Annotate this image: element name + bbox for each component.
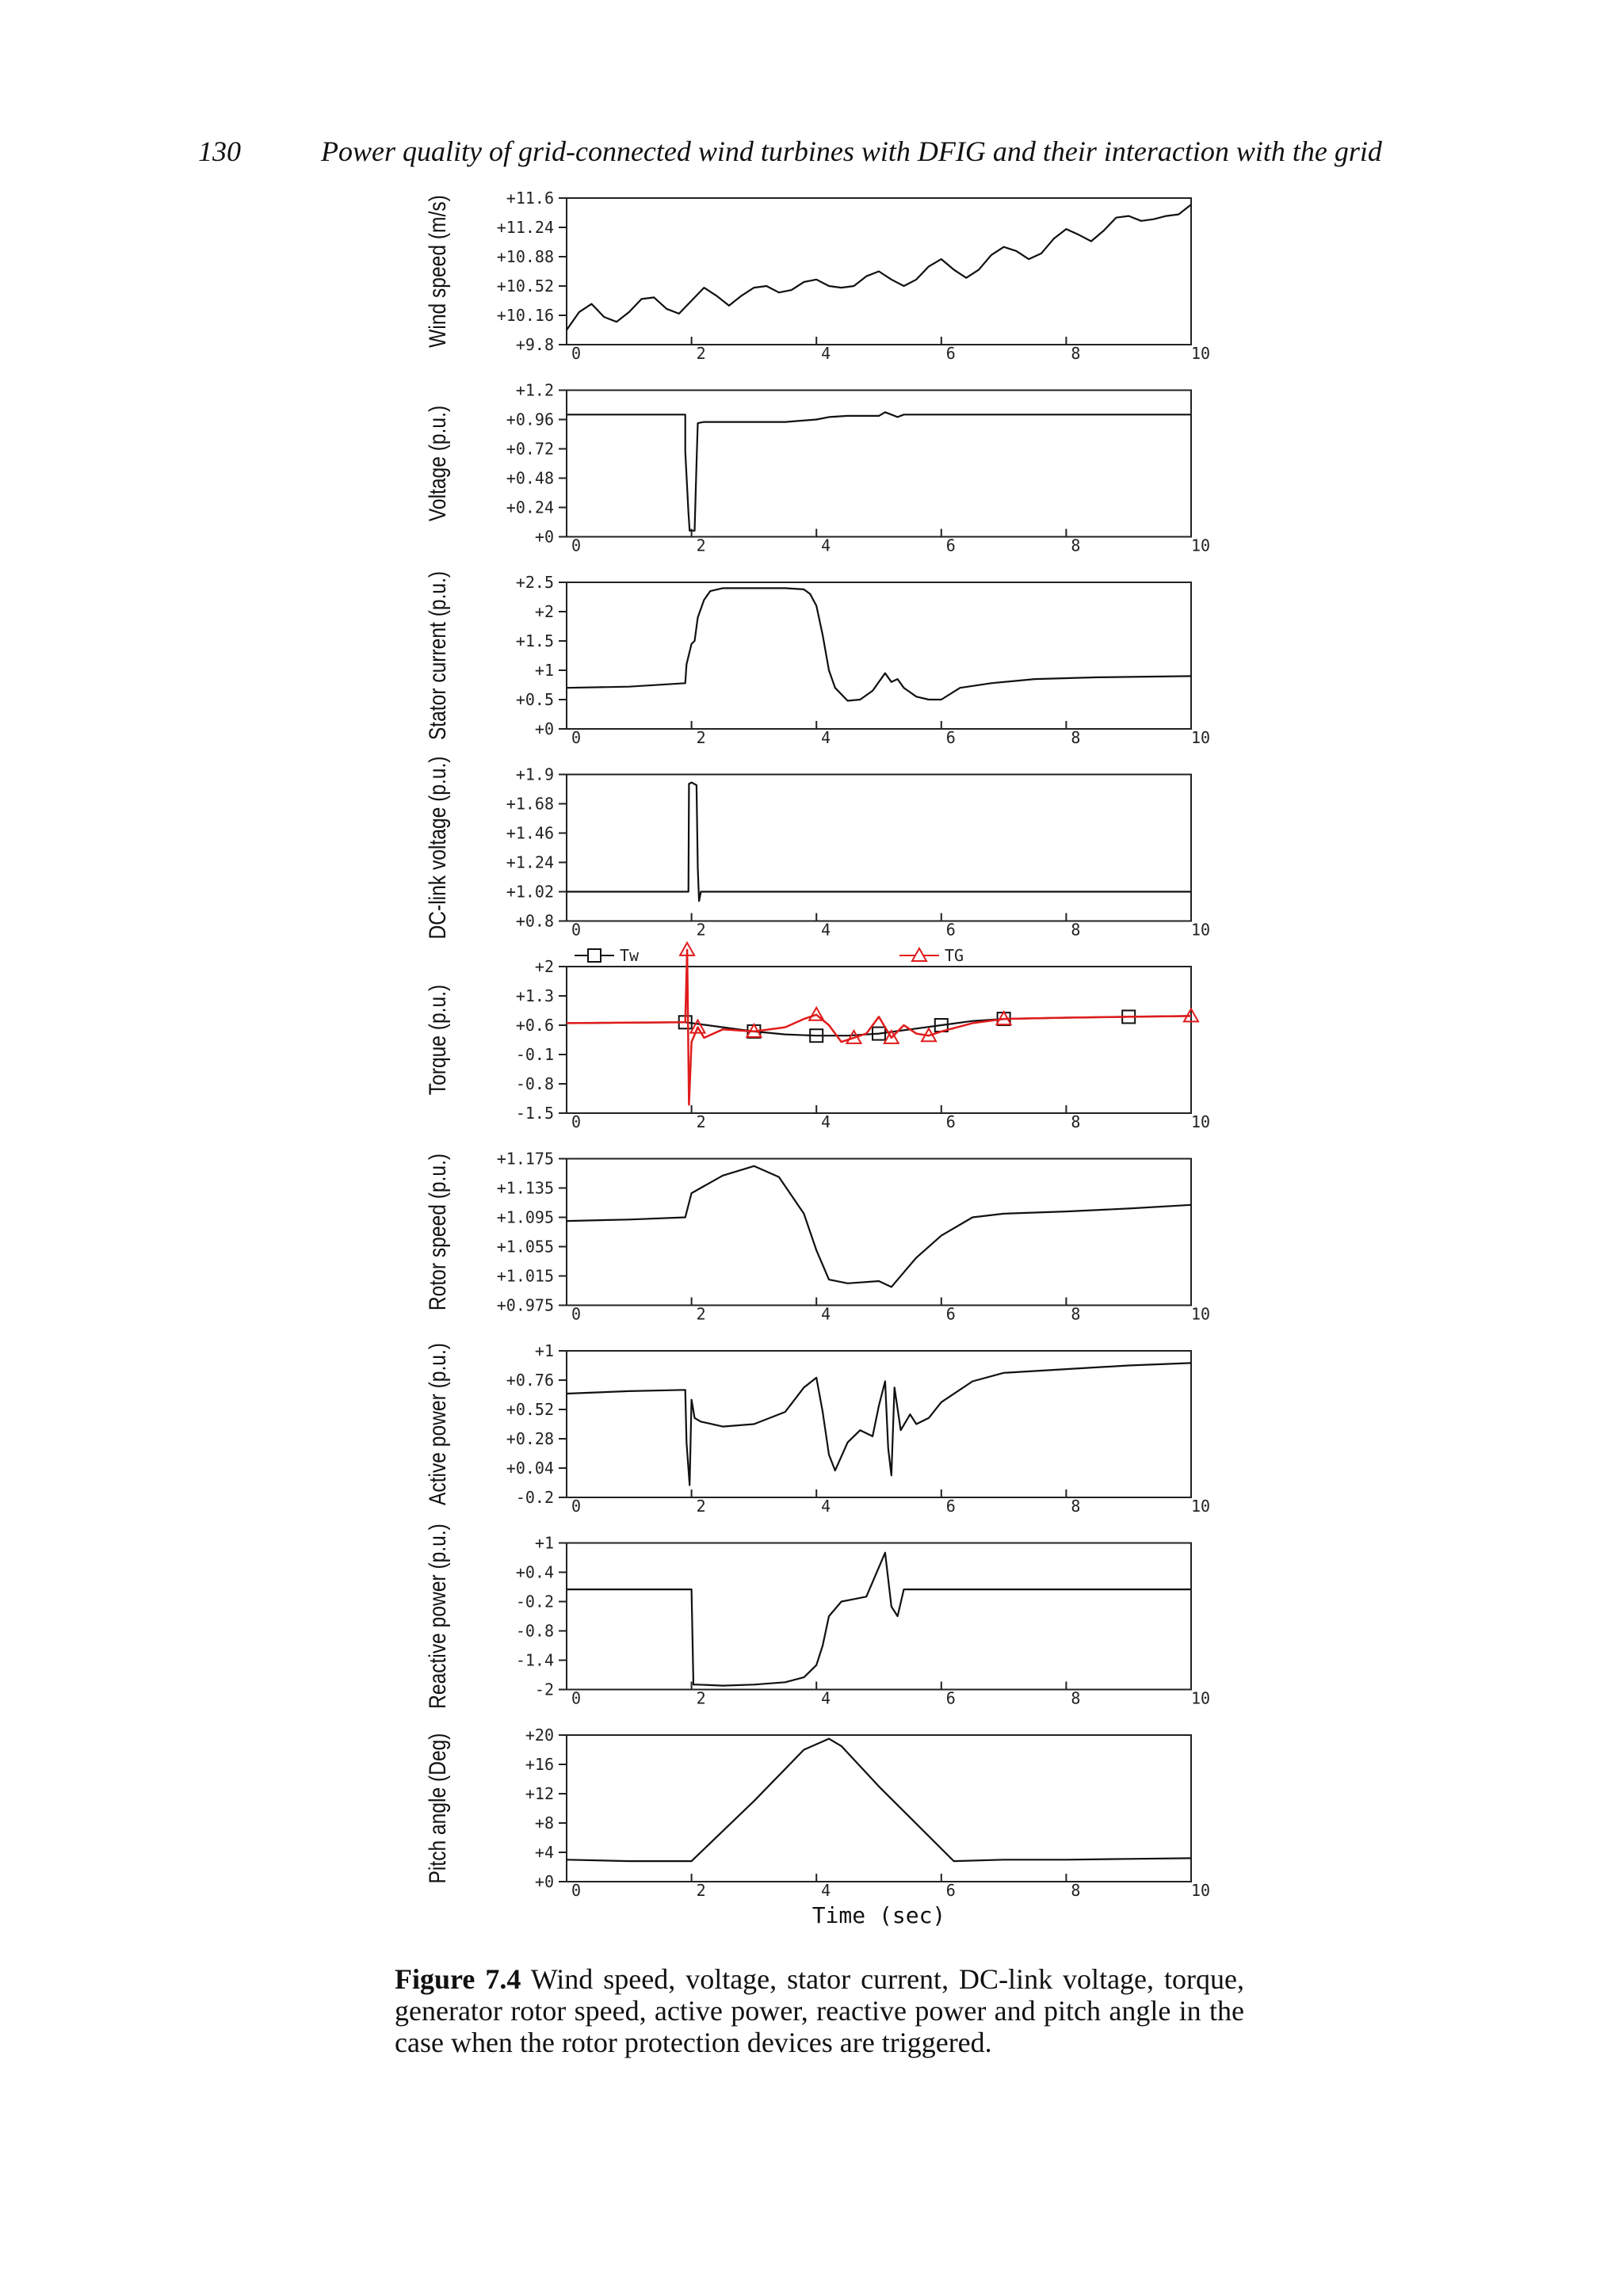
x-tick-label: 0 xyxy=(571,536,582,555)
x-tick-label: 8 xyxy=(1071,536,1081,555)
x-tick-label: 2 xyxy=(696,1304,706,1324)
y-axis-label: Stator current (p.u.) xyxy=(423,570,451,741)
plot-frame xyxy=(567,1159,1191,1306)
y-tick-label: +1.095 xyxy=(496,1207,554,1227)
y-tick-label: +1.3 xyxy=(515,986,554,1005)
chart-panel-1 xyxy=(424,189,1210,363)
x-tick-label: 4 xyxy=(821,728,831,747)
x-tick-label: 6 xyxy=(945,728,956,747)
y-tick-label: -0.2 xyxy=(515,1592,554,1611)
y-tick-label: +1 xyxy=(534,1533,554,1553)
x-tick-label: 10 xyxy=(1190,920,1211,940)
x-tick-label: 8 xyxy=(1071,1688,1081,1708)
series-line-dc-link-voltage xyxy=(567,783,1191,902)
y-tick-label: +0.52 xyxy=(506,1400,554,1419)
x-tick-label: 0 xyxy=(571,920,582,940)
series-line-tw xyxy=(567,1016,1191,1035)
x-tick-label: 2 xyxy=(696,1881,706,1900)
x-tick-label: 0 xyxy=(571,728,582,747)
x-tick-label: 2 xyxy=(696,344,706,363)
x-tick-label: 4 xyxy=(821,1881,831,1900)
y-tick-label: +1 xyxy=(534,1341,554,1360)
x-tick-label: 4 xyxy=(821,1688,831,1708)
page-number: 130 xyxy=(198,135,241,167)
y-tick-label: +1.2 xyxy=(515,380,554,400)
x-tick-label: 8 xyxy=(1071,1112,1081,1131)
y-tick-label: +1.46 xyxy=(506,823,554,843)
y-axis-label: Reactive power (p.u.) xyxy=(423,1524,451,1709)
x-tick-label: 10 xyxy=(1190,1688,1211,1708)
y-axis-label: Wind speed (m/s) xyxy=(423,195,451,348)
y-tick-label: +1.175 xyxy=(496,1149,554,1169)
chart-panel-5 xyxy=(424,943,1210,1131)
y-tick-label: +0.6 xyxy=(515,1016,554,1035)
y-tick-label: +0.72 xyxy=(506,439,554,459)
chart-panel-4 xyxy=(424,757,1210,940)
legend xyxy=(575,946,964,965)
chart-panel-8 xyxy=(424,1524,1210,1709)
x-tick-label: 0 xyxy=(571,344,582,363)
y-tick-label: -1.4 xyxy=(515,1650,554,1670)
y-tick-label: +0.28 xyxy=(506,1429,554,1448)
x-tick-label: 6 xyxy=(945,1112,956,1131)
y-tick-label: +10.16 xyxy=(496,306,554,325)
y-tick-label: -0.8 xyxy=(515,1621,554,1641)
x-tick-label: 2 xyxy=(696,1112,706,1131)
y-tick-label: +1.5 xyxy=(515,631,554,650)
y-tick-label: -0.2 xyxy=(515,1488,554,1507)
y-tick-label: +0.5 xyxy=(515,690,554,709)
legend-tw-marker xyxy=(588,949,601,962)
chart-panel-6 xyxy=(424,1150,1210,1324)
x-tick-label: 6 xyxy=(945,536,956,555)
x-tick-label: 4 xyxy=(821,1304,831,1324)
y-tick-label: +8 xyxy=(534,1814,554,1833)
y-tick-label: +0.8 xyxy=(515,911,554,931)
x-tick-label: 4 xyxy=(821,536,831,555)
x-tick-label: 10 xyxy=(1190,1112,1211,1131)
y-tick-label: +0 xyxy=(534,527,554,547)
x-tick-label: 2 xyxy=(696,728,706,747)
x-tick-label: 0 xyxy=(571,1304,582,1324)
plot-frame xyxy=(567,775,1191,921)
figure-caption xyxy=(395,1963,1244,2058)
y-tick-label: +9.8 xyxy=(515,335,554,354)
y-axis-label: Torque (p.u.) xyxy=(423,984,451,1096)
y-tick-label: -1.5 xyxy=(515,1104,554,1123)
plot-frame xyxy=(567,582,1191,729)
y-tick-label: +10.88 xyxy=(496,247,554,266)
x-tick-label: 4 xyxy=(821,344,831,363)
x-tick-label: 6 xyxy=(945,1881,956,1900)
y-axis-label: Rotor speed (p.u.) xyxy=(423,1153,451,1311)
plot-frame xyxy=(567,1351,1191,1497)
y-tick-label: -0.1 xyxy=(515,1045,554,1064)
x-tick-label: 10 xyxy=(1190,1497,1211,1516)
x-tick-label: 8 xyxy=(1071,1497,1081,1516)
y-tick-label: +10.52 xyxy=(496,277,554,296)
x-tick-label: 6 xyxy=(945,920,956,940)
y-tick-label: +11.24 xyxy=(496,218,554,237)
plot-frame xyxy=(567,391,1191,537)
y-axis-label: Voltage (p.u.) xyxy=(423,405,451,522)
y-tick-label: +0.04 xyxy=(506,1459,554,1478)
y-tick-label: +2 xyxy=(534,957,554,976)
y-tick-label: +0.96 xyxy=(506,410,554,429)
y-tick-label: +1.015 xyxy=(496,1266,554,1286)
y-tick-label: +20 xyxy=(525,1726,554,1745)
legend-tg-label: TG xyxy=(945,946,964,965)
series-line-active-power xyxy=(567,1363,1191,1485)
y-axis-label: Active power (p.u.) xyxy=(423,1343,451,1505)
x-tick-label: 0 xyxy=(571,1688,582,1708)
running-title: Power quality of grid-connected wind turbines with DFIG and their interaction with the grid xyxy=(321,135,1382,167)
x-tick-label: 8 xyxy=(1071,344,1081,363)
y-tick-label: +16 xyxy=(525,1755,554,1774)
y-tick-label: +1.9 xyxy=(515,765,554,784)
series-line-rotor-speed xyxy=(567,1166,1191,1287)
series-line-wind-speed xyxy=(567,204,1191,330)
x-tick-label: 0 xyxy=(571,1881,582,1900)
y-tick-label: +0.24 xyxy=(506,498,554,517)
y-tick-label: +0.4 xyxy=(515,1562,554,1582)
y-tick-label: +0.48 xyxy=(506,468,554,488)
y-tick-label: +12 xyxy=(525,1784,554,1803)
y-tick-label: +0.975 xyxy=(496,1295,554,1315)
x-tick-label: 0 xyxy=(571,1497,582,1516)
caption-label: Figure 7.4 xyxy=(395,1963,521,1995)
x-tick-label: 8 xyxy=(1071,1881,1081,1900)
x-tick-label: 10 xyxy=(1190,536,1211,555)
x-tick-label: 4 xyxy=(821,1112,831,1131)
y-tick-label: +1.055 xyxy=(496,1237,554,1257)
x-tick-label: 10 xyxy=(1190,1304,1211,1324)
y-tick-label: +1.68 xyxy=(506,794,554,814)
x-tick-label: 0 xyxy=(571,1112,582,1131)
y-tick-label: +4 xyxy=(534,1843,554,1862)
x-tick-label: 8 xyxy=(1071,728,1081,747)
x-tick-label: 6 xyxy=(945,1688,956,1708)
series-line-voltage xyxy=(567,412,1191,531)
x-tick-label: 2 xyxy=(696,1497,706,1516)
y-tick-label: +1.02 xyxy=(506,882,554,902)
x-axis-label: Time (sec) xyxy=(812,1902,946,1928)
y-axis-label: DC-link voltage (p.u.) xyxy=(423,756,451,940)
y-tick-label: +1.135 xyxy=(496,1178,554,1198)
x-tick-label: 6 xyxy=(945,344,956,363)
y-axis-label: Pitch angle (Deg) xyxy=(423,1733,451,1884)
series-line-stator-current xyxy=(567,588,1191,700)
y-tick-label: +0 xyxy=(534,1872,554,1891)
y-tick-label: +2.5 xyxy=(515,573,554,592)
y-tick-label: +0 xyxy=(534,719,554,738)
chart-panel-3 xyxy=(424,571,1210,747)
x-tick-label: 10 xyxy=(1190,1881,1211,1900)
x-tick-label: 2 xyxy=(696,536,706,555)
y-tick-label: -0.8 xyxy=(515,1074,554,1093)
y-tick-label: +1 xyxy=(534,661,554,680)
series-line-reactive-power xyxy=(567,1553,1191,1686)
x-tick-label: 4 xyxy=(821,1497,831,1516)
caption-text: Wind speed, voltage, stator current, DC-link voltage, torque, generator rotor speed, active power, reactive power and pitch angle in the case when the rotor protection devices are triggered. xyxy=(395,1963,1244,2058)
plot-frame xyxy=(567,1543,1191,1690)
x-tick-label: 6 xyxy=(945,1497,956,1516)
x-tick-label: 2 xyxy=(696,1688,706,1708)
x-tick-label: 10 xyxy=(1190,344,1211,363)
chart-panel-9 xyxy=(424,1726,1210,1928)
x-tick-label: 2 xyxy=(696,920,706,940)
x-tick-label: 6 xyxy=(945,1304,956,1324)
y-tick-label: -2 xyxy=(534,1680,554,1699)
chart-panel-2 xyxy=(424,381,1210,555)
y-tick-label: +11.6 xyxy=(506,189,554,208)
legend-tw-label: Tw xyxy=(620,946,640,965)
y-tick-label: +1.24 xyxy=(506,852,554,872)
y-tick-label: +2 xyxy=(534,602,554,621)
y-tick-label: +0.76 xyxy=(506,1371,554,1390)
x-tick-label: 10 xyxy=(1190,728,1211,747)
x-tick-label: 4 xyxy=(821,920,831,940)
chart-panel-7 xyxy=(424,1341,1210,1516)
x-tick-label: 8 xyxy=(1071,1304,1081,1324)
series-line-pitch-angle xyxy=(567,1739,1191,1862)
x-tick-label: 8 xyxy=(1071,920,1081,940)
